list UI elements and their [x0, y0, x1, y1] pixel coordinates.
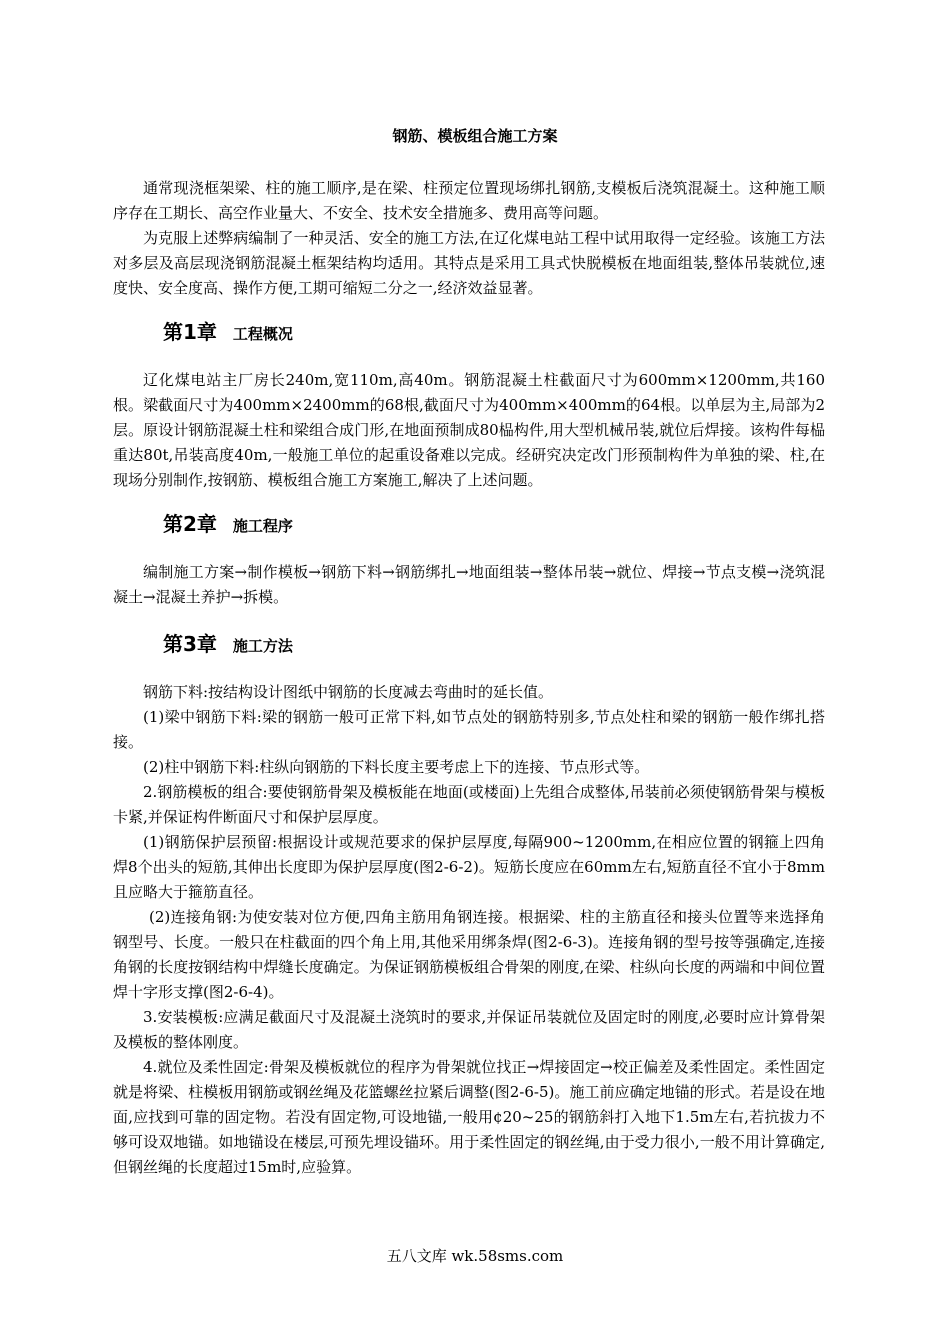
chapter-2-number: 第2章 — [163, 512, 217, 536]
chapter-2-paragraph-1: 编制施工方案→制作模板→钢筋下料→钢筋绑扎→地面组装→整体吊装→就位、焊接→节点支模→浇筑混凝土→混凝土养护→拆模。 — [113, 563, 825, 606]
chapter-3-paragraph-7: 3.安装模板:应满足截面尺寸及混凝土浇筑时的要求,并保证吊装就位及固定时的刚度,必要时应计算骨架及模板的整体刚度。 — [113, 1008, 825, 1051]
chapter-3-number: 第3章 — [163, 632, 217, 656]
chapter-3-body — [113, 680, 825, 1180]
intro-paragraph-1: 通常现浇框架梁、柱的施工顺序,是在梁、柱预定位置现场绑扎钢筋,支模板后浇筑混凝土。这种施工顺序存在工期长、高空作业量大、不安全、技术安全措施多、费用高等问题。 — [113, 179, 825, 222]
chapter-3-paragraph-5: (1)钢筋保护层预留:根据设计或规范要求的保护层厚度,每隔900~1200mm,在相应位置的钢箍上四角焊8个出头的短筋,其伸出长度即为保护层厚度(图2-6-2)。短筋长度应在60mm左右,短筋直径不宜小于8mm且应略大于箍筋直径。 — [113, 833, 825, 901]
chapter-2-body — [113, 560, 825, 610]
chapter-3-paragraph-3: (2)柱中钢筋下料:柱纵向钢筋的下料长度主要考虑上下的连接、节点形式等。 — [143, 758, 650, 776]
chapter-2-name: 施工程序 — [232, 517, 293, 535]
chapter-1-name: 工程概况 — [232, 325, 293, 343]
intro-section — [113, 176, 825, 301]
chapter-3-paragraph-4: 2.钢筋模板的组合:要使钢筋骨架及模板能在地面(或楼面)上先组合成整体,吊装前必须使钢筋骨架与模板卡紧,并保证构件断面尺寸和保护层厚度。 — [113, 783, 825, 826]
chapter-1-paragraph-1: 辽化煤电站主厂房长240m,宽110m,高40m。钢筋混凝土柱截面尺寸为600mm×1200mm,共160根。梁截面尺寸为400mm×2400mm的68根,截面尺寸为400mm×400mm的64根。以单层为主,局部为2层。原设计钢筋混凝土柱和梁组合成门形,在地面预制成80榀构件,用大型机械吊装,就位后焊接。该构件每榀重达80t,吊装高度40m,一般施工单位的起重设备难以完成。经研究决定改门形预制构件为单独的梁、柱,在现场分别制作,按钢筋、模板组合施工方案施工,解决了上述问题。 — [113, 371, 825, 489]
chapter-3-heading — [163, 630, 293, 658]
chapter-3-paragraph-6: (2)连接角钢:为使安装对位方便,四角主筋用角钢连接。根据梁、柱的主筋直径和接头位置等来选择角钢型号、长度。一般只在柱截面的四个角上用,其他采用绑条焊(图2-6-3)。连接角钢的型号按等强确定,连接角钢的长度按钢结构中焊缝长度确定。为保证钢筋模板组合骨架的刚度,在梁、柱纵向长度的两端和中间位置焊十字形支撑(图2-6-4)。 — [113, 908, 825, 1001]
chapter-2-heading — [163, 510, 293, 538]
document-title: 钢筋、模板组合施工方案 — [392, 127, 558, 145]
chapter-1-heading — [163, 318, 293, 346]
chapter-3-name: 施工方法 — [232, 637, 293, 655]
chapter-3-paragraph-2: (1)梁中钢筋下料:梁的钢筋一般可正常下料,如节点处的钢筋特别多,节点处柱和梁的钢筋一般作绑扎搭接。 — [113, 708, 825, 751]
chapter-3-paragraph-8: 4.就位及柔性固定:骨架及模板就位的程序为骨架就位找正→焊接固定→校正偏差及柔性固定。柔性固定就是将梁、柱模板用钢筋或钢丝绳及花篮螺丝拉紧后调整(图2-6-5)。施工前应确定地锚的形式。若是设在地面,应找到可靠的固定物。若没有固定物,可设地锚,一般用¢20~25的钢筋斜打入地下1.5m左右,若抗拔力不够可设双地锚。如地锚设在楼层,可预先埋设锚环。用于柔性固定的钢丝绳,由于受力很小,一般不用计算确定,但钢丝绳的长度超过15m时,应验算。 — [113, 1058, 825, 1176]
chapter-3-paragraph-1: 钢筋下料:按结构设计图纸中钢筋的长度减去弯曲时的延长值。 — [143, 683, 554, 701]
page-footer: 五八文库 wk.58sms.com — [386, 1247, 564, 1265]
intro-paragraph-2: 为克服上述弊病编制了一种灵活、安全的施工方法,在辽化煤电站工程中试用取得一定经验。该施工方法对多层及高层现浇钢筋混凝土框架结构均适用。其特点是采用工具式快脱模板在地面组装,整体吊装就位,速度快、安全度高、操作方便,工期可缩短二分之一,经济效益显著。 — [113, 229, 825, 297]
chapter-1-number: 第1章 — [163, 320, 217, 344]
chapter-1-body — [113, 368, 825, 493]
